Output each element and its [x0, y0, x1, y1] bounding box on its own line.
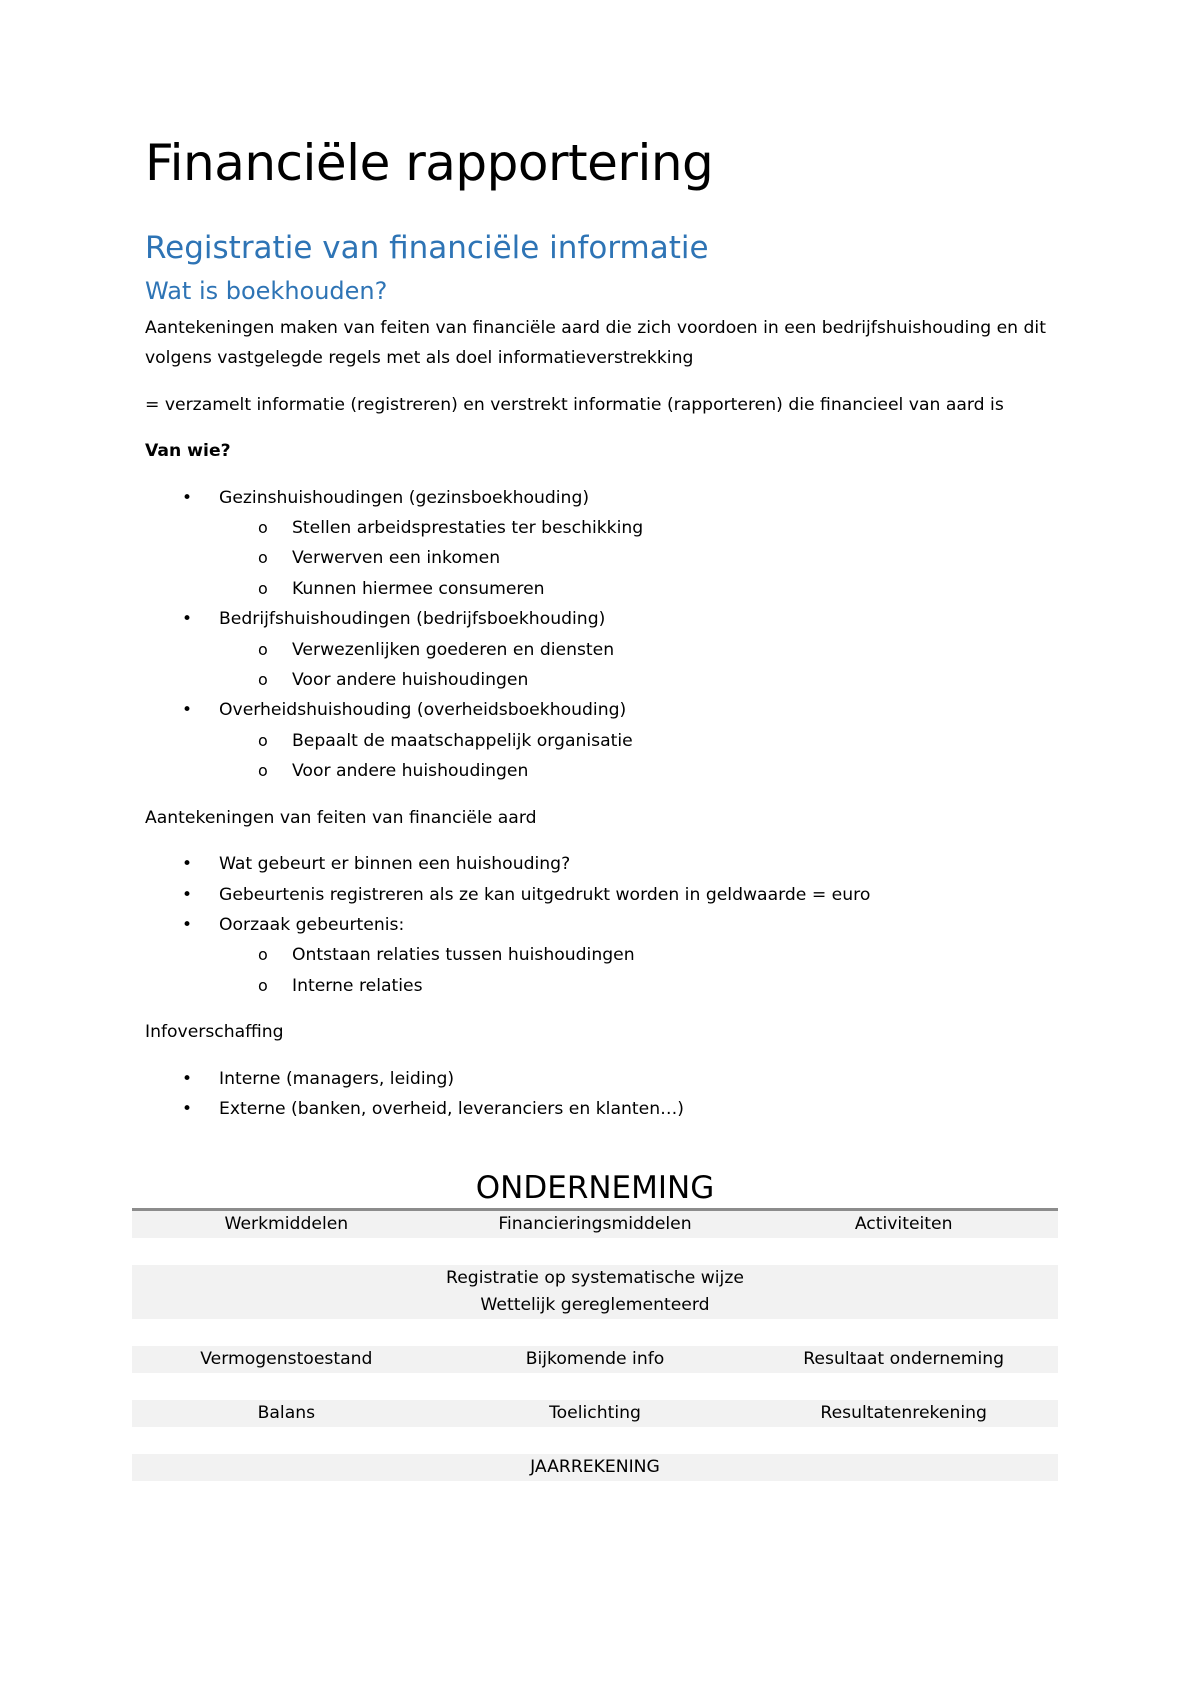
- aantekeningen-paragraph: Aantekeningen van feiten van financiële aard: [145, 807, 537, 828]
- feiten-list: [145, 849, 1057, 1001]
- list-item: • Bedrijfshuishoudingen (bedrijfsboekhouding): [145, 604, 1057, 634]
- equals-paragraph: = verzamelt informatie (registreren) en verstrekt informatie (rapporteren) die financieel van aard is: [145, 394, 1004, 415]
- document-body: [145, 313, 1057, 1140]
- van-wie-heading: Van wie?: [145, 441, 231, 462]
- list-item: • Oorzaak gebeurtenis:: [145, 910, 1057, 940]
- diagram-spacer: [132, 1238, 1058, 1265]
- cell-resultatenrekening: Resultatenrekening: [820, 1403, 987, 1423]
- diagram-row-middelen: [132, 1211, 1058, 1238]
- diagram-row-jaarrekening: [132, 1454, 1058, 1481]
- cell-bijkomende-info: Bijkomende info: [525, 1349, 665, 1369]
- diagram-spacer: [132, 1319, 1058, 1346]
- diagram-row-toestand: [132, 1346, 1058, 1373]
- cell-toelichting: Toelichting: [549, 1403, 641, 1423]
- section-heading: Registratie van financiële informatie: [145, 230, 709, 266]
- cell-financieringsmiddelen: Financieringsmiddelen: [498, 1214, 692, 1234]
- list-subitem: o Voor andere huishoudingen: [145, 665, 1057, 695]
- van-wie-list: [145, 483, 1057, 787]
- list-subitem: o Stellen arbeidsprestaties ter beschikking: [145, 513, 1057, 543]
- list-item: • Interne (managers, leiding): [145, 1064, 1057, 1094]
- document-title: Financiële rapportering: [145, 134, 714, 192]
- list-item: • Gezinshuishoudingen (gezinsboekhouding): [145, 483, 1057, 513]
- list-subitem: o Bepaalt de maatschappelijk organisatie: [145, 726, 1057, 756]
- diagram-title: ONDERNEMING: [475, 1170, 715, 1206]
- definition-paragraph: Aantekeningen maken van feiten van financiële aard die zich voordoen in een bedrijfshuishouding en dit volgens vastgelegde regels met als doel informatieverstrekking: [145, 318, 1046, 369]
- list-subitem: o Voor andere huishoudingen: [145, 756, 1057, 786]
- diagram-spacer: [132, 1373, 1058, 1400]
- cell-vermogenstoestand: Vermogenstoestand: [200, 1349, 373, 1369]
- cell-activiteiten: Activiteiten: [854, 1214, 953, 1234]
- list-subitem: o Verwezenlijken goederen en diensten: [145, 635, 1057, 665]
- cell-balans: Balans: [257, 1403, 316, 1423]
- cell-gereglementeerd: Wettelijk gereglementeerd: [480, 1295, 710, 1315]
- list-subitem: o Interne relaties: [145, 971, 1057, 1001]
- diagram-spacer: [132, 1427, 1058, 1454]
- onderneming-diagram: [132, 1168, 1058, 1481]
- diagram-row-staten: [132, 1400, 1058, 1427]
- list-subitem: o Ontstaan relaties tussen huishoudingen: [145, 940, 1057, 970]
- cell-jaarrekening: JAARREKENING: [530, 1457, 660, 1477]
- subsection-heading: Wat is boekhouden?: [145, 277, 388, 305]
- cell-registratie: Registratie op systematische wijze: [446, 1268, 744, 1288]
- list-subitem: o Verwerven een inkomen: [145, 543, 1057, 573]
- cell-werkmiddelen: Werkmiddelen: [224, 1214, 349, 1234]
- infoverschaffing-paragraph: Infoverschaffing: [145, 1022, 284, 1043]
- list-item: • Wat gebeurt er binnen een huishouding?: [145, 849, 1057, 879]
- list-item: • Externe (banken, overheid, leveranciers en klanten…): [145, 1094, 1057, 1124]
- info-list: [145, 1064, 1057, 1125]
- list-item: • Overheidshuishouding (overheidsboekhouding): [145, 695, 1057, 725]
- list-subitem: o Kunnen hiermee consumeren: [145, 574, 1057, 604]
- diagram-row-registratie: [132, 1265, 1058, 1319]
- list-item: • Gebeurtenis registreren als ze kan uitgedrukt worden in geldwaarde = euro: [145, 880, 1057, 910]
- cell-resultaat: Resultaat onderneming: [803, 1349, 1005, 1369]
